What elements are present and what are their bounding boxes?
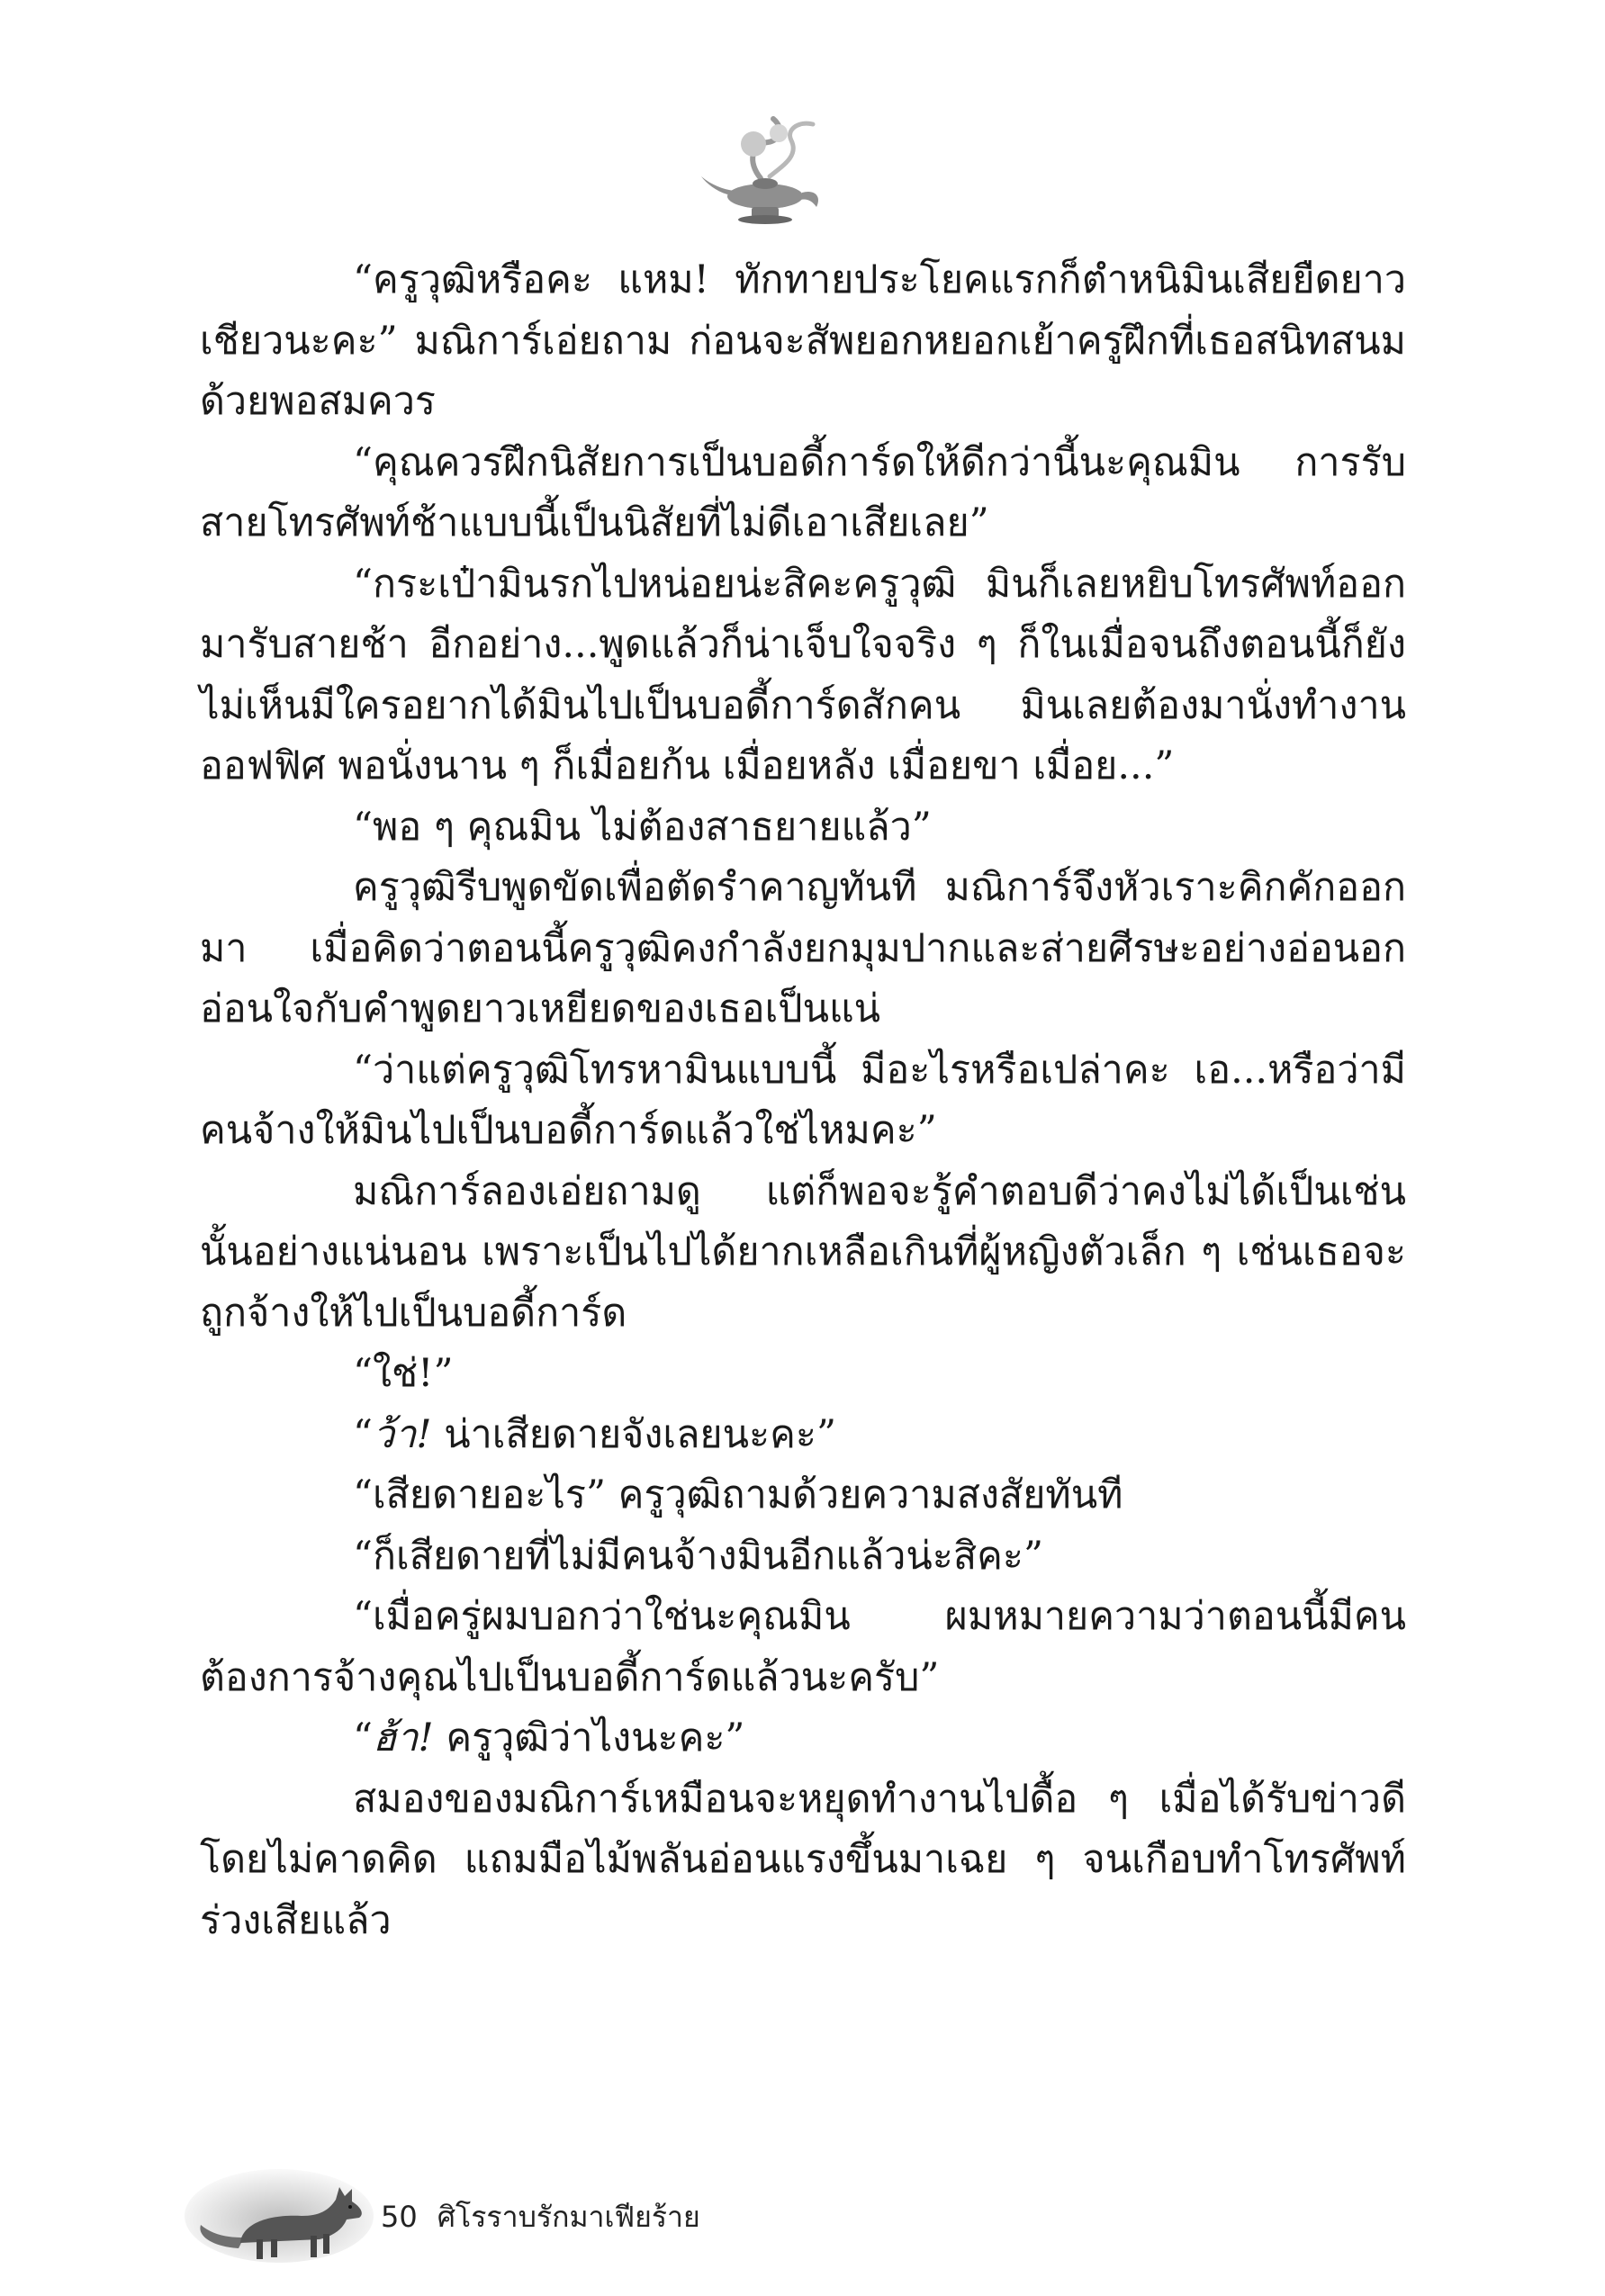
quote-open: “ xyxy=(353,1715,373,1760)
paragraph: “เสียดายอะไร” ครูวุฒิถามด้วยความสงสัยทันที xyxy=(353,1472,1123,1517)
quote-open: “ xyxy=(353,1411,373,1457)
page-body xyxy=(200,250,1406,1951)
page-footer xyxy=(381,2194,700,2240)
paragraph: “กระเป๋ามินรกไปหน่อยน่ะสิคะครูวุฒิ มินก็เลยหยิบโทรศัพท์ออกมารับสายช้า อีกอย่าง...พูดแล้วก็น่าเจ็บใจจริง ๆ ก็ในเมื่อจนถึงตอนนี้ก็ยังไม่เห็นมีใครอยากได้มินไปเป็นบอดี้การ์ดสักคน มินเลยต้องมานั่งทำงานออฟฟิศ พอนั่งนาน ๆ ก็เมื่อยก้น เมื่อยหลัง เมื่อยขา เมื่อย...” xyxy=(200,561,1406,788)
page-number: 50 xyxy=(381,2200,418,2234)
emphasis: ว้า! xyxy=(372,1411,432,1457)
paragraph xyxy=(200,1708,1406,1769)
paragraph: ครูวุฒิรีบพูดขัดเพื่อตัดรำคาญทันที มณิการ์จึงหัวเราะคิกคักออกมา เมื่อคิดว่าตอนนี้ครูวุฒิคงกำลังยกมุมปากและส่ายศีรษะอย่างอ่อนอกอ่อนใจกับคำพูดยาวเหยียดของเธอเป็นแน่ xyxy=(200,865,1406,1031)
paragraph: “คุณควรฝึกนิสัยการเป็นบอดี้การ์ดให้ดีกว่านี้นะคุณมิน การรับสายโทรศัพท์ช้าแบบนี้เป็นนิสัยที่ไม่ดีเอาเสียเลย” xyxy=(200,439,1406,545)
fox-illustration xyxy=(185,2160,383,2264)
paragraph-rest: ครูวุฒิว่าไงนะคะ” xyxy=(433,1715,745,1760)
paragraph: “ครูวุฒิหรือคะ แหม! ทักทายประโยคแรกก็ตำหนิมินเสียยืดยาวเชียวนะคะ” มณิการ์เอ่ยถาม ก่อนจะสัพยอกหยอกเย้าครูฝึกที่เธอสนิทสนมด้วยพอสมควร xyxy=(200,257,1406,424)
book-title: ศิโรราบรักมาเฟียร้าย xyxy=(437,2200,700,2234)
paragraph: สมองของมณิการ์เหมือนจะหยุดทำงานไปดื้อ ๆ เมื่อได้รับข่าวดีโดยไม่คาดคิด แถมมือไม้พลันอ่อนแรงขึ้นมาเฉย ๆ จนเกือบทำโทรศัพท์ร่วงเสียแล้ว xyxy=(200,1776,1406,1943)
genie-lamp-icon xyxy=(698,108,833,234)
paragraph: “เมื่อครู่ผมบอกว่าใช่นะคุณมิน ผมหมายความว่าตอนนี้มีคนต้องการจ้างคุณไปเป็นบอดี้การ์ดแล้วนะครับ” xyxy=(200,1594,1406,1700)
paragraph-rest: น่าเสียดายจังเลยนะคะ” xyxy=(431,1411,836,1457)
paragraph xyxy=(200,1405,1406,1466)
emphasis: ฮ้า! xyxy=(372,1715,434,1760)
paragraph: “ว่าแต่ครูวุฒิโทรหามินแบบนี้ มีอะไรหรือเปล่าคะ เอ...หรือว่ามีคนจ้างให้มินไปเป็นบอดี้การ์ดแล้วใช่ไหมคะ” xyxy=(200,1047,1406,1153)
paragraph: “พอ ๆ คุณมิน ไม่ต้องสาธยายแล้ว” xyxy=(353,804,932,850)
paragraph: มณิการ์ลองเอ่ยถามดู แต่ก็พอจะรู้คำตอบดีว่าคงไม่ได้เป็นเช่นนั้นอย่างแน่นอน เพราะเป็นไปได้ยากเหลือเกินที่ผู้หญิงตัวเล็ก ๆ เช่นเธอจะถูกจ้างให้ไปเป็นบอดี้การ์ด xyxy=(200,1168,1406,1336)
paragraph: “ใช่!” xyxy=(353,1351,454,1396)
paragraph: “ก็เสียดายที่ไม่มีคนจ้างมินอีกแล้วน่ะสิคะ” xyxy=(353,1533,1043,1579)
